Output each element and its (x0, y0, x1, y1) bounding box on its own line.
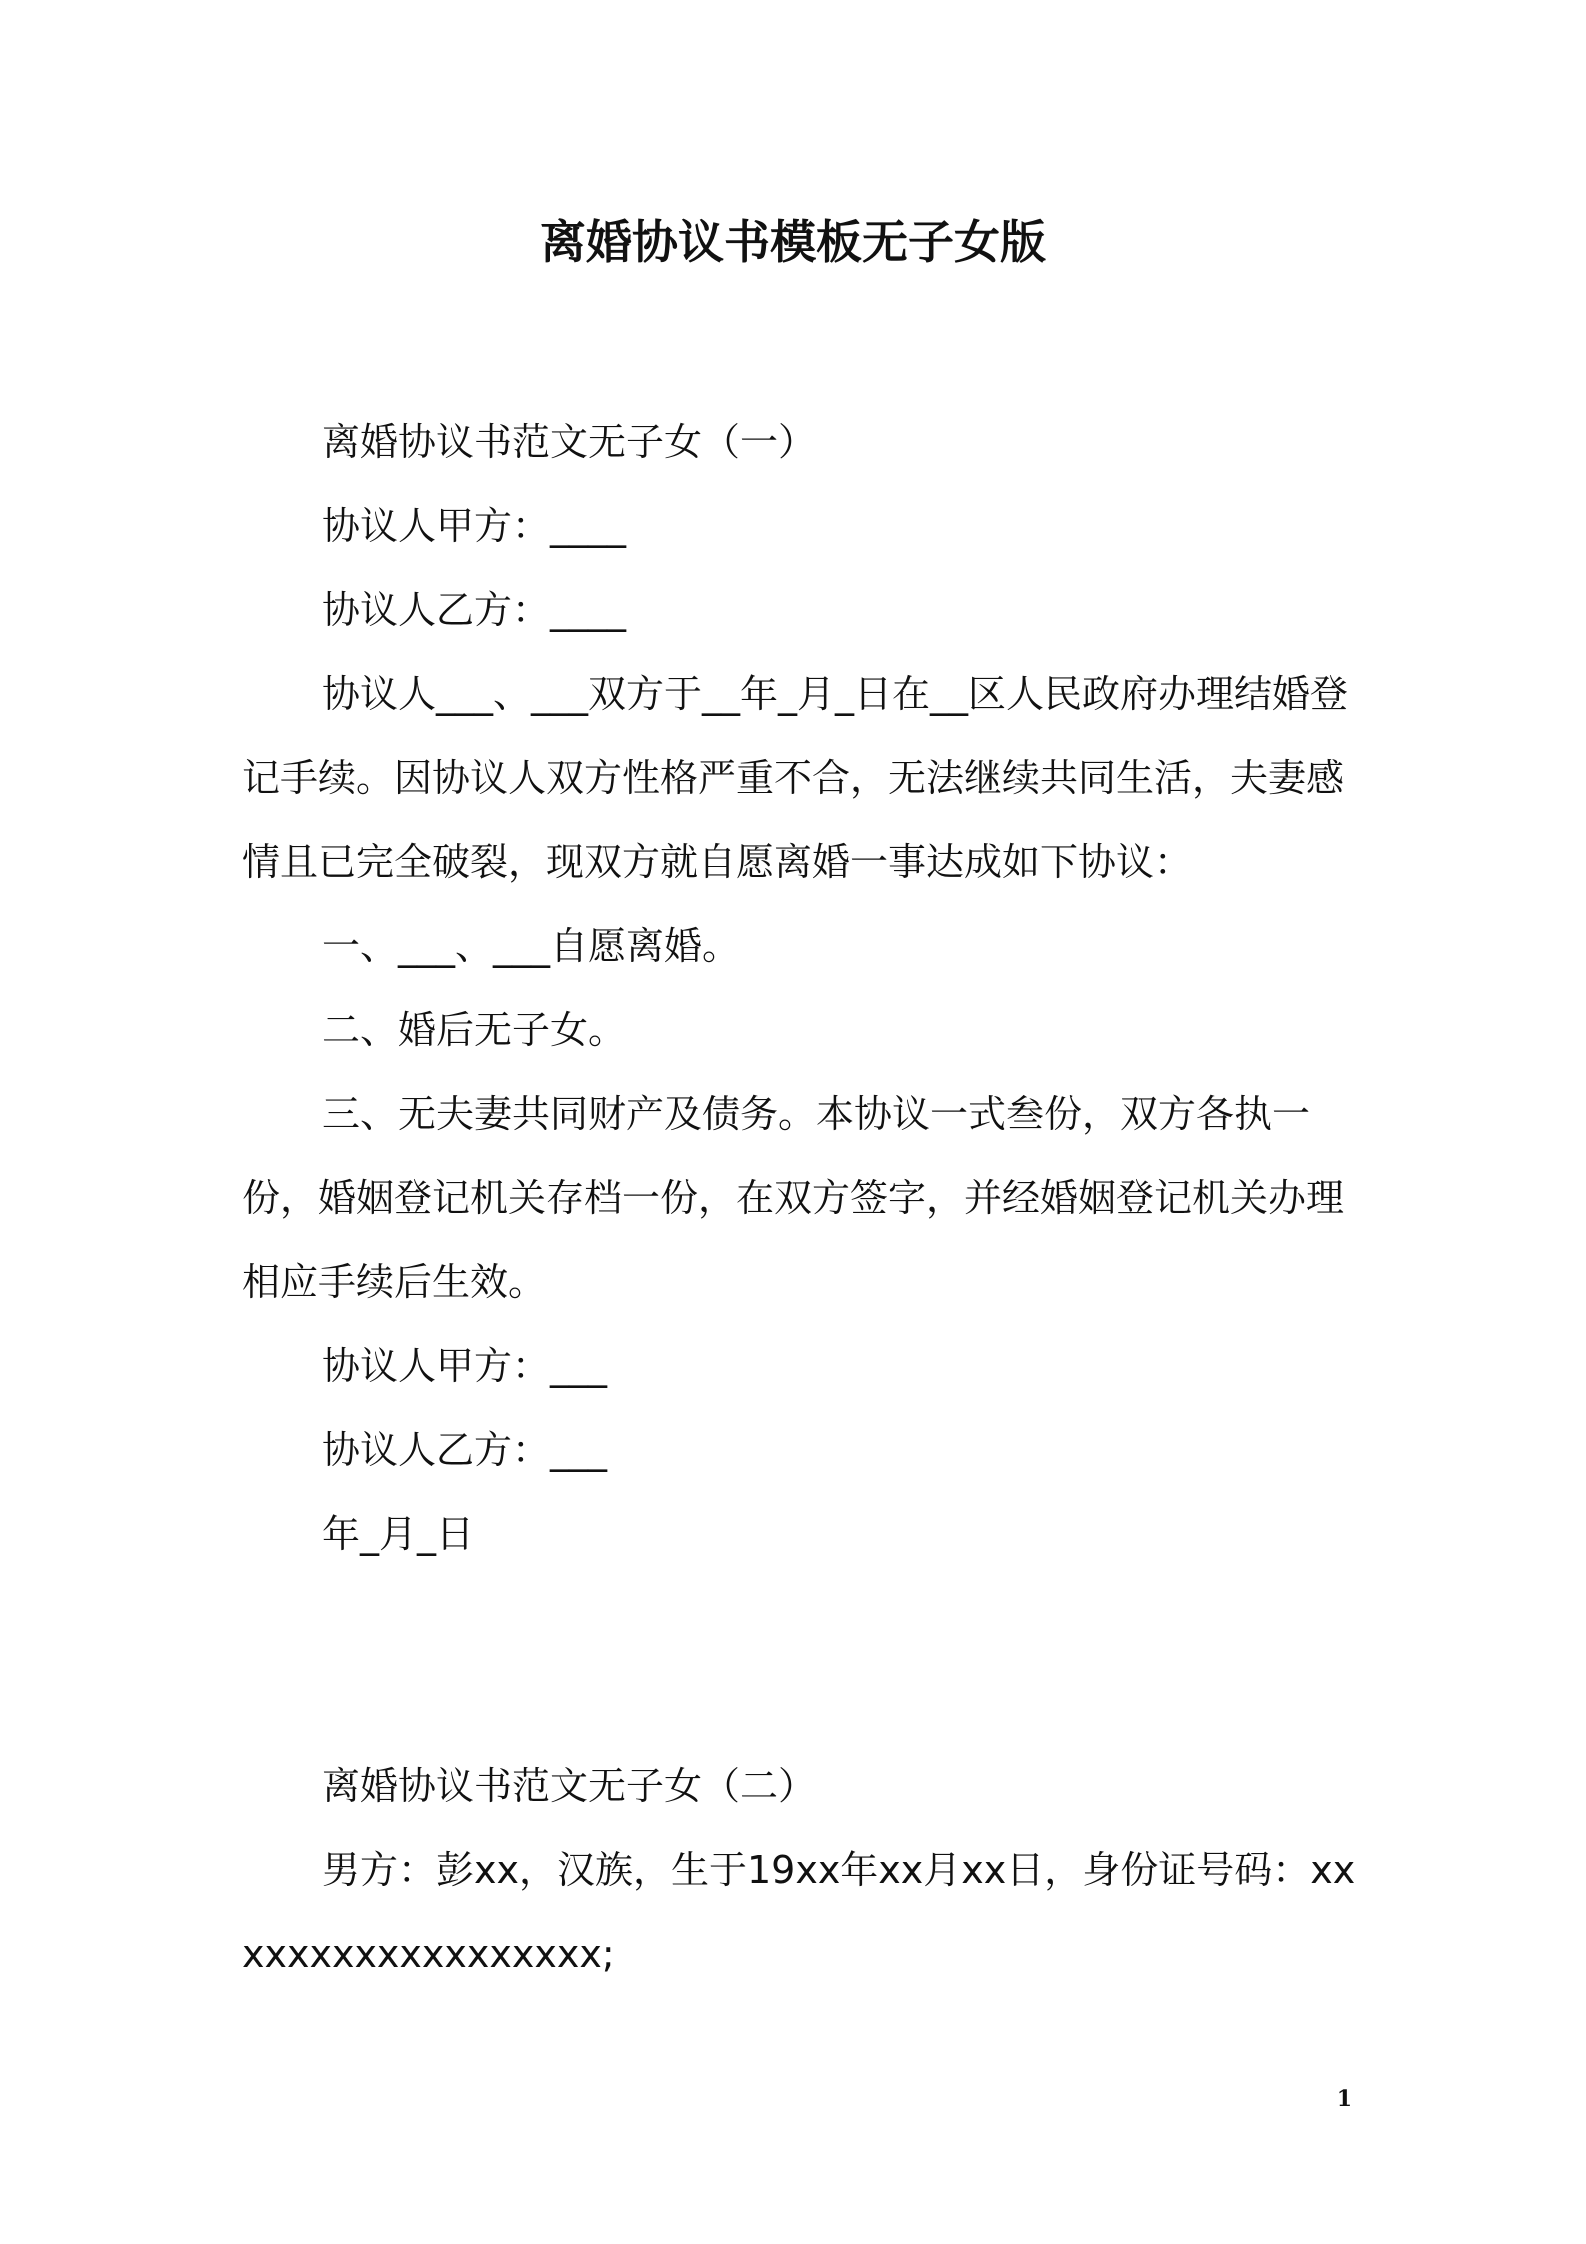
section1-heading: 离婚协议书范文无子女（一） (322, 420, 817, 464)
section-spacer (242, 1576, 1357, 1744)
section2-heading: 离婚协议书范文无子女（二） (322, 1764, 817, 1808)
date-line: 年_月_日 (322, 1512, 475, 1556)
clause-3: 三、无夫妻共同财产及债务。本协议一式叁份，双方各执一份，婚姻登记机关存档一份，在双方签字，并经婚姻登记机关办理相应手续后生效。 (242, 1092, 1345, 1304)
intro-paragraph: 协议人___、___双方于__年_月_日在__区人民政府办理结婚登记手续。因协议人双方性格严重不合，无法继续共同生活，夫妻感情且已完全破裂，现双方就自愿离婚一事达成如下协议： (242, 672, 1349, 884)
clause-1: 一、___、___自愿离婚。 (322, 924, 741, 968)
signature-b: 协议人乙方：___ (322, 1428, 608, 1472)
clause-2: 二、婚后无子女。 (322, 1008, 627, 1052)
male-info-paragraph: 男方：彭xx，汉族，生于19xx年xx月xx日，身份证号码：xxxxxxxxxxxxxxxxxx; (242, 1848, 1356, 1976)
signature-a: 协议人甲方：___ (322, 1344, 608, 1388)
page-number: 1 (1336, 2086, 1352, 2112)
party-a-line: 协议人甲方：____ (322, 504, 627, 548)
document-body (242, 400, 1357, 1996)
page-title: 离婚协议书模板无子女版 (540, 215, 1046, 269)
party-b-line: 协议人乙方：____ (322, 588, 627, 632)
